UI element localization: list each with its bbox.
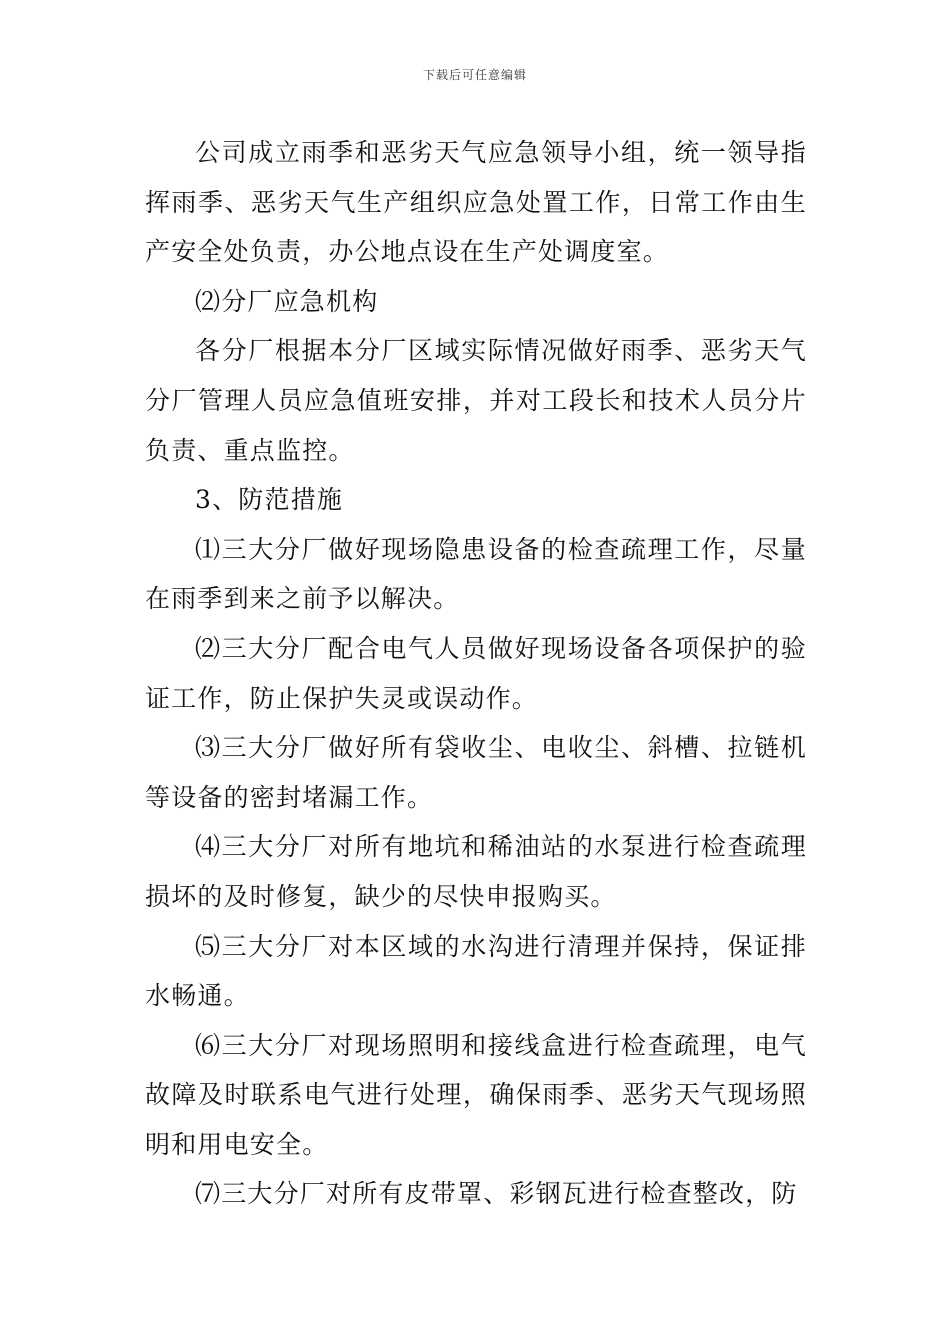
measure-item-4: ⑷三大分厂对所有地坑和稀油站的水泵进行检查疏理损坏的及时修复，缺少的尽快申报购买。 — [145, 832, 807, 911]
measure-item-3: ⑶三大分厂做好所有袋收尘、电收尘、斜槽、拉链机等设备的密封堵漏工作。 — [145, 733, 807, 812]
measure-item-6: ⑹三大分厂对现场照明和接线盒进行检查疏理，电气故障及时联系电气进行处理，确保雨季、恶劣天气现场照明和用电安全。 — [145, 1030, 807, 1159]
paragraph-branch-duty: 各分厂根据本分厂区域实际情况做好雨季、恶劣天气分厂管理人员应急值班安排，并对工段长和技术人员分片负责、重点监控。 — [145, 336, 807, 465]
measure-item-7: ⑺三大分厂对所有皮带罩、彩钢瓦进行检查整改，防 — [195, 1179, 798, 1209]
document-body — [145, 128, 807, 1219]
heading-branch-emergency-org: ⑵分厂应急机构 — [195, 286, 379, 316]
measure-item-2: ⑵三大分厂配合电气人员做好现场设备各项保护的验证工作，防止保护失灵或误动作。 — [145, 633, 807, 713]
measure-item-5: ⑸三大分厂对本区域的水沟进行清理并保持，保证排水畅通。 — [145, 931, 807, 1011]
header-note: 下载后可任意编辑 — [422, 68, 527, 82]
heading-preventive-measures: 3、防范措施 — [195, 485, 344, 515]
measure-item-1: ⑴三大分厂做好现场隐患设备的检查疏理工作，尽量在雨季到来之前予以解决。 — [145, 534, 807, 614]
paragraph-leadership-group: 公司成立雨季和恶劣天气应急领导小组，统一领导指挥雨季、恶劣天气生产组织应急处置工作，日常工作由生产安全处负责，办公地点设在生产处调度室。 — [145, 138, 807, 267]
